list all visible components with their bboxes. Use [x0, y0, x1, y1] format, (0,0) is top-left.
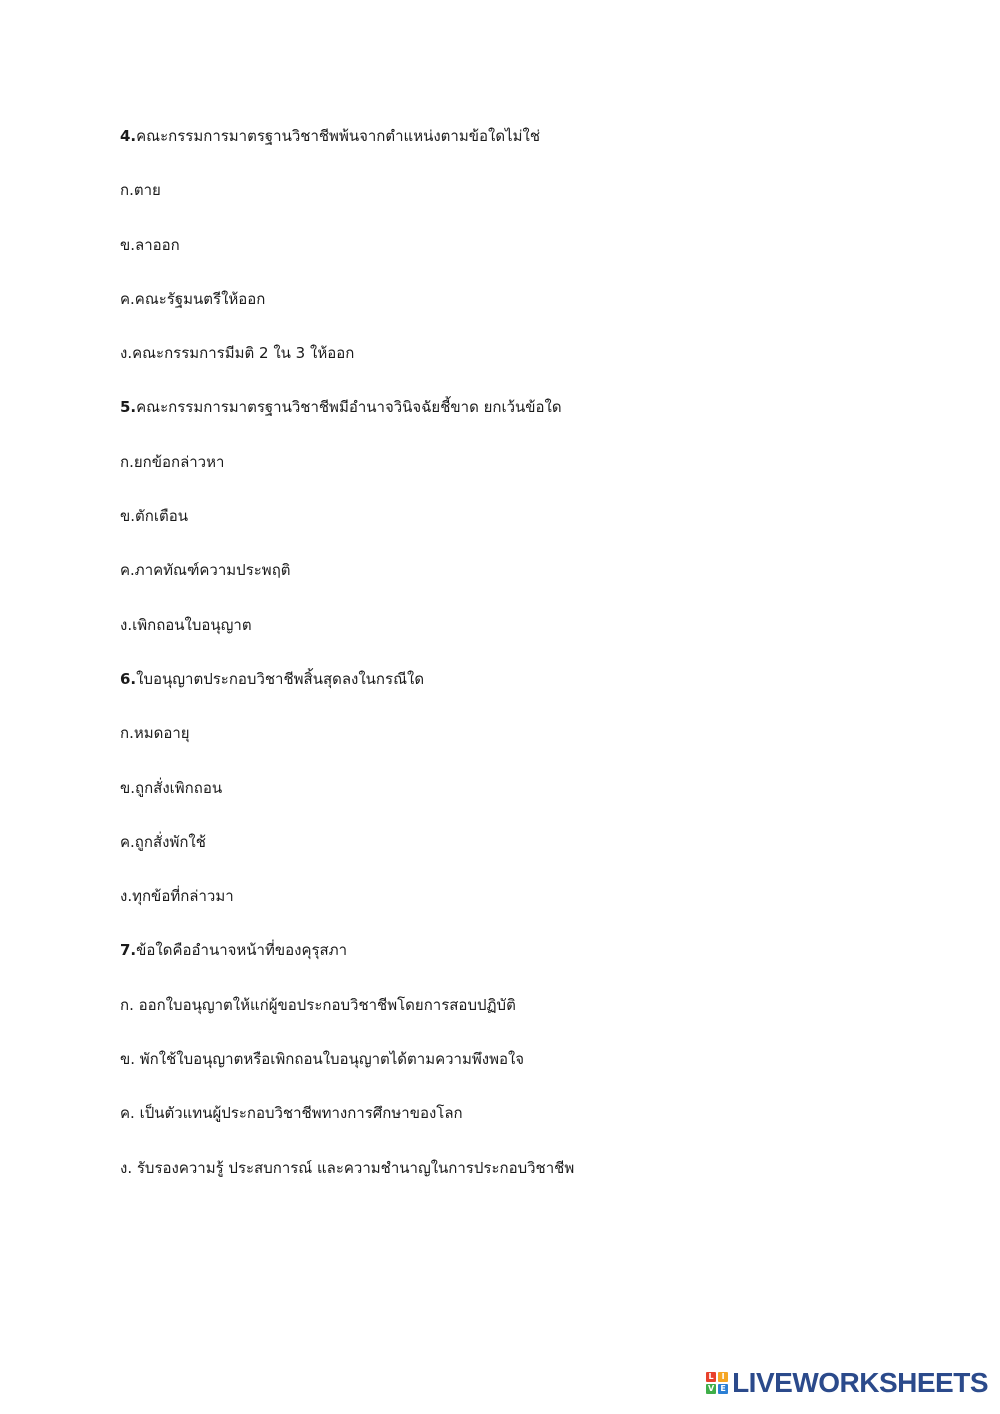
question-7 [120, 932, 920, 986]
option-6b: ข.ถูกสั่งเพิกถอน [120, 778, 223, 797]
question-number: 6. [120, 669, 137, 688]
option-5c: ค.ภาคทัณฑ์ความประพฤติ [120, 561, 291, 580]
option-6d: ง.ทุกข้อที่กล่าวมา [120, 887, 234, 906]
option-5a: ก.ยกข้อกล่าวหา [120, 452, 225, 471]
logo-grid-icon [706, 1372, 728, 1394]
option-7c: ค. เป็นตัวแทนผู้ประกอบวิชาชีพทางการศึกษาของโลก [120, 1104, 463, 1123]
question-5 [120, 389, 920, 443]
question-number: 7. [120, 941, 137, 960]
brand-name: LIVEWORKSHEETS [732, 1367, 988, 1398]
option-7d: ง. รับรองความรู้ ประสบการณ์ และความชำนาญในการประกอบวิชาชีพ [120, 1158, 575, 1177]
option-6c: ค.ถูกสั่งพักใช้ [120, 832, 206, 851]
worksheet-content [120, 118, 920, 1204]
option-4c: ค.คณะรัฐมนตรีให้ออก [120, 289, 266, 308]
logo-tile-e: E [718, 1384, 728, 1394]
option-4d: ง.คณะกรรมการมีมติ 2 ใน 3 ให้ออก [120, 344, 355, 363]
question-text: ข้อใดคืออำนาจหน้าที่ของคุรุสภา [136, 941, 348, 960]
option-7a: ก. ออกใบอนุญาตให้แก่ผู้ขอประกอบวิชาชีพโดยการสอบปฏิบัติ [120, 995, 516, 1014]
option-4a: ก.ตาย [120, 181, 161, 200]
logo-tile-v: V [707, 1384, 715, 1393]
question-number: 4. [120, 127, 137, 145]
question-text: คณะกรรมการมาตรฐานวิชาชีพมีอำนาจวินิจฉัยชี้ขาด ยกเว้นข้อใด [136, 398, 562, 417]
logo-tile-l: L [706, 1372, 716, 1382]
option-5b: ข.ตักเตือน [120, 507, 188, 526]
question-text: คณะกรรมการมาตรฐานวิชาชีพพ้นจากตำแหน่งตามข้อใดไม่ใช่ [136, 127, 540, 145]
question-text: ใบอนุญาตประกอบวิชาชีพสิ้นสุดลงในกรณีใด [136, 669, 425, 688]
logo-tile-i: I [718, 1372, 728, 1382]
question-6 [120, 661, 920, 715]
question-number: 5. [120, 398, 137, 417]
question-4 [120, 118, 920, 172]
option-4b: ข.ลาออก [120, 235, 180, 254]
liveworksheets-logo [706, 1366, 988, 1400]
option-5d: ง.เพิกถอนใบอนุญาต [120, 615, 252, 634]
option-7b: ข. พักใช้ใบอนุญาตหรือเพิกถอนใบอนุญาตได้ตามความพึงพอใจ [120, 1050, 525, 1069]
option-6a: ก.หมดอายุ [120, 724, 190, 743]
